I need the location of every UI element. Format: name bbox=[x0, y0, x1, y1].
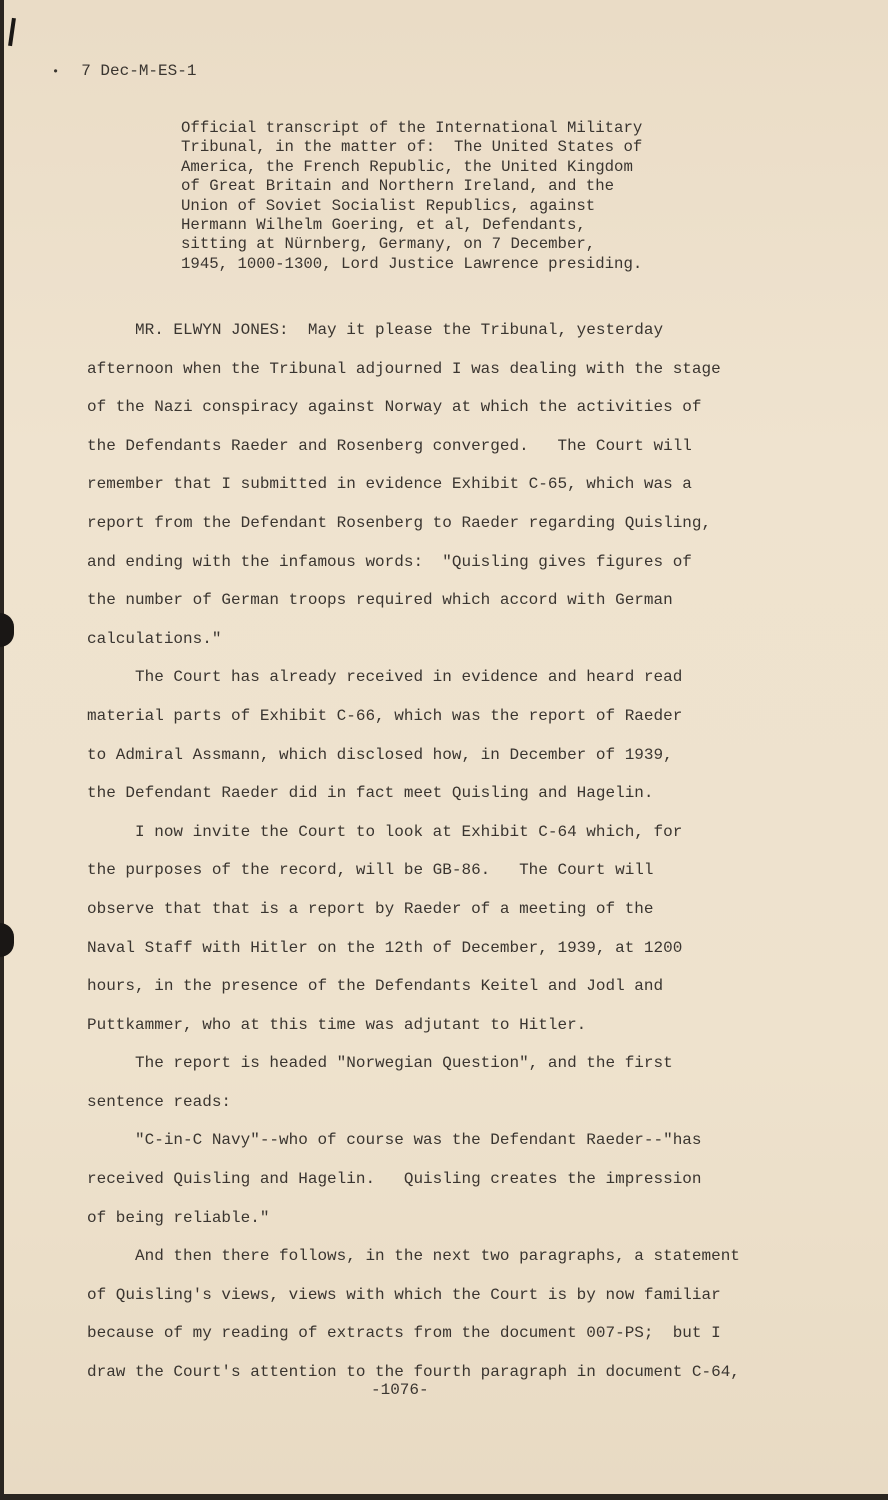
transcript-body bbox=[87, 311, 740, 1392]
body-line: report from the Defendant Rosenberg to Raeder regarding Quisling, bbox=[87, 513, 712, 532]
body-line: draw the Court's attention to the fourth paragraph in document C-64, bbox=[87, 1363, 740, 1382]
document-reference bbox=[52, 62, 196, 80]
header-line: Union of Soviet Socialist Republics, against bbox=[181, 196, 596, 215]
page-number: -1076- bbox=[371, 1381, 429, 1399]
body-line: hours, in the presence of the Defendants Keitel and Jodl and bbox=[87, 977, 664, 996]
transcript-header bbox=[181, 119, 642, 274]
ink-mark bbox=[8, 18, 16, 46]
body-line: the purposes of the record, will be GB-86. The Court will bbox=[87, 861, 654, 880]
body-line: the number of German troops required which accord with German bbox=[87, 591, 673, 610]
page-edge bbox=[0, 0, 4, 1500]
punch-hole bbox=[0, 923, 14, 957]
body-line: afternoon when the Tribunal adjourned I was dealing with the stage bbox=[87, 359, 721, 378]
body-line: received Quisling and Hagelin. Quisling creates the impression bbox=[87, 1170, 702, 1189]
header-line: Official transcript of the International Military bbox=[181, 119, 643, 137]
header-line: Tribunal, in the matter of: The United States of bbox=[181, 138, 643, 157]
header-line: America, the French Republic, the United Kingdom bbox=[181, 157, 633, 176]
header-line: 1945, 1000-1300, Lord Justice Lawrence presiding. bbox=[181, 254, 643, 273]
body-line: The report is headed "Norwegian Question", and the first bbox=[87, 1054, 673, 1073]
body-line: The Court has already received in evidence and heard read bbox=[87, 668, 683, 687]
body-line: observe that that is a report by Raeder of a meeting of the bbox=[87, 899, 654, 918]
body-line: Puttkammer, who at this time was adjutant to Hitler. bbox=[87, 1015, 587, 1034]
body-line: remember that I submitted in evidence Exhibit C-65, which was a bbox=[87, 475, 692, 494]
body-line: "C-in-C Navy"--who of course was the Defendant Raeder--"has bbox=[87, 1131, 702, 1150]
body-line: the Defendants Raeder and Rosenberg converged. The Court will bbox=[87, 436, 692, 455]
body-line: I now invite the Court to look at Exhibit C-64 which, for bbox=[87, 822, 683, 841]
body-line: and ending with the infamous words: "Quisling gives figures of bbox=[87, 552, 692, 571]
body-line: sentence reads: bbox=[87, 1092, 232, 1111]
page-bottom-edge bbox=[0, 1494, 888, 1500]
body-line: of the Nazi conspiracy against Norway at which the activities of bbox=[87, 398, 702, 417]
body-line: Naval Staff with Hitler on the 12th of December, 1939, at 1200 bbox=[87, 938, 683, 957]
body-line: of Quisling's views, views with which the Court is by now familiar bbox=[87, 1285, 721, 1304]
body-line: of being reliable." bbox=[87, 1208, 270, 1227]
body-line: MR. ELWYN JONES: May it please the Tribunal, yesterday bbox=[87, 321, 664, 339]
body-line: to Admiral Assmann, which disclosed how, in December of 1939, bbox=[87, 745, 673, 764]
reference-code: 7 Dec-M-ES-1 bbox=[81, 62, 197, 80]
punch-hole bbox=[0, 613, 14, 647]
body-line: And then there follows, in the next two paragraphs, a statement bbox=[87, 1247, 740, 1266]
header-line: sitting at Nürnberg, Germany, on 7 December, bbox=[181, 235, 596, 254]
header-line: Hermann Wilhelm Goering, et al, Defendants, bbox=[181, 216, 586, 235]
body-line: material parts of Exhibit C-66, which was the report of Raeder bbox=[87, 706, 683, 725]
body-line: calculations." bbox=[87, 629, 222, 648]
header-line: of Great Britain and Northern Ireland, and the bbox=[181, 177, 615, 196]
body-line: because of my reading of extracts from the document 007-PS; but I bbox=[87, 1324, 721, 1343]
bullet-mark: • bbox=[52, 65, 60, 79]
body-line: the Defendant Raeder did in fact meet Quisling and Hagelin. bbox=[87, 784, 654, 803]
